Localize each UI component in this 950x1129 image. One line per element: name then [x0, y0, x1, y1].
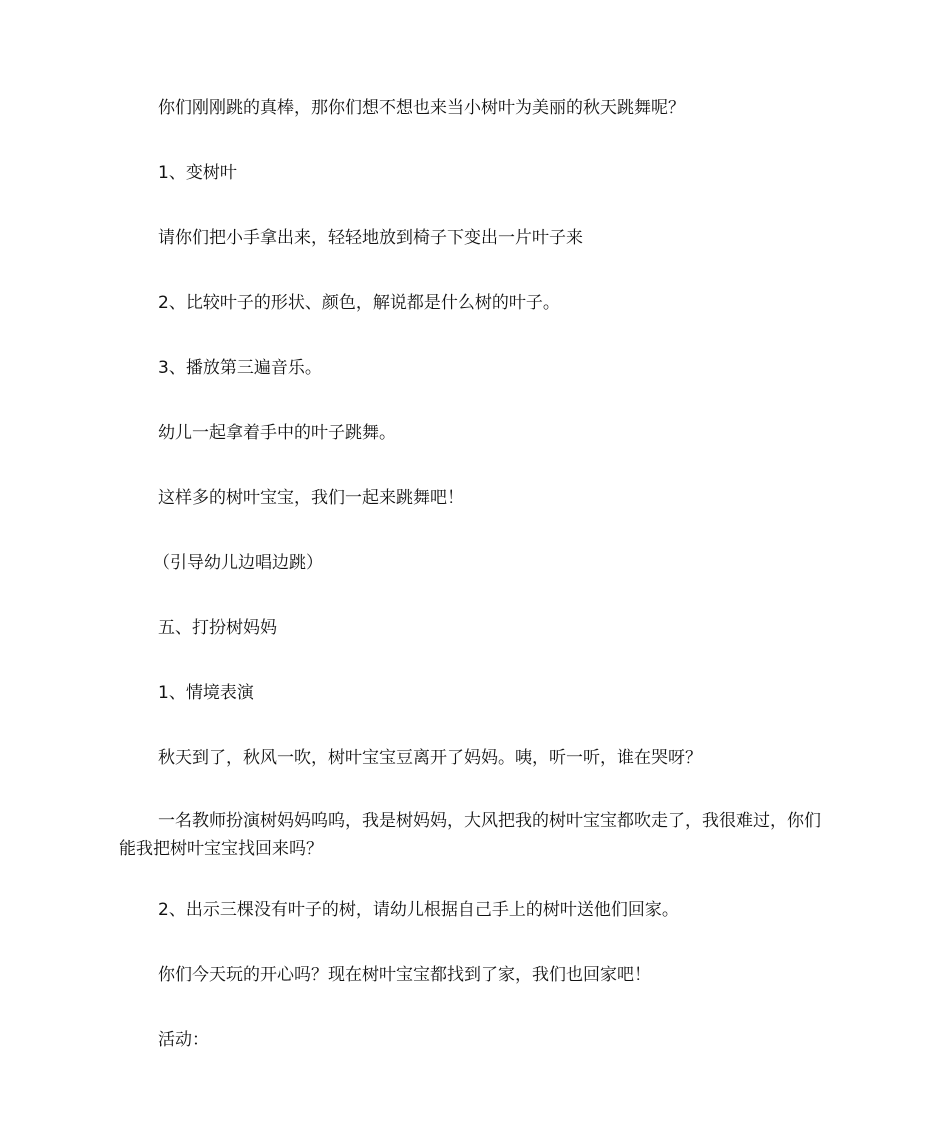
paragraph: 请你们把小手拿出来，轻轻地放到椅子下变出一片叶子来: [158, 228, 583, 248]
list-item: 1、情境表演: [158, 683, 254, 703]
list-item: 2、出示三棵没有叶子的树，请幼儿根据自己手上的树叶送他们回家。: [158, 900, 679, 920]
list-item: 1、变树叶: [158, 163, 237, 183]
paragraph: 活动：: [158, 1030, 209, 1050]
paragraph: 你们今天玩的开心吗？现在树叶宝宝都找到了家，我们也回家吧！: [158, 965, 651, 985]
paragraph: （引导幼儿边唱边跳）: [153, 553, 323, 573]
paragraph: 这样多的树叶宝宝，我们一起来跳舞吧！: [158, 488, 464, 508]
paragraph: 幼儿一起拿着手中的叶子跳舞。: [158, 423, 396, 443]
section-heading: 五、打扮树妈妈: [158, 618, 277, 638]
paragraph: 一名教师扮演树妈妈呜呜，我是树妈妈，大风把我的树叶宝宝都吹走了，我很难过，你们能我把树叶宝宝找回来吗？: [119, 811, 821, 859]
list-item: 3、播放第三遍音乐。: [158, 358, 322, 378]
document-body: [119, 92, 831, 1089]
paragraph: 秋天到了，秋风一吹，树叶宝宝豆离开了妈妈。咦，听一听，谁在哭呀？: [158, 748, 702, 768]
list-item: 2、比较叶子的形状、颜色，解说都是什么树的叶子。: [158, 293, 560, 313]
paragraph: 你们刚刚跳的真棒，那你们想不想也来当小树叶为美丽的秋天跳舞呢？: [158, 98, 685, 118]
